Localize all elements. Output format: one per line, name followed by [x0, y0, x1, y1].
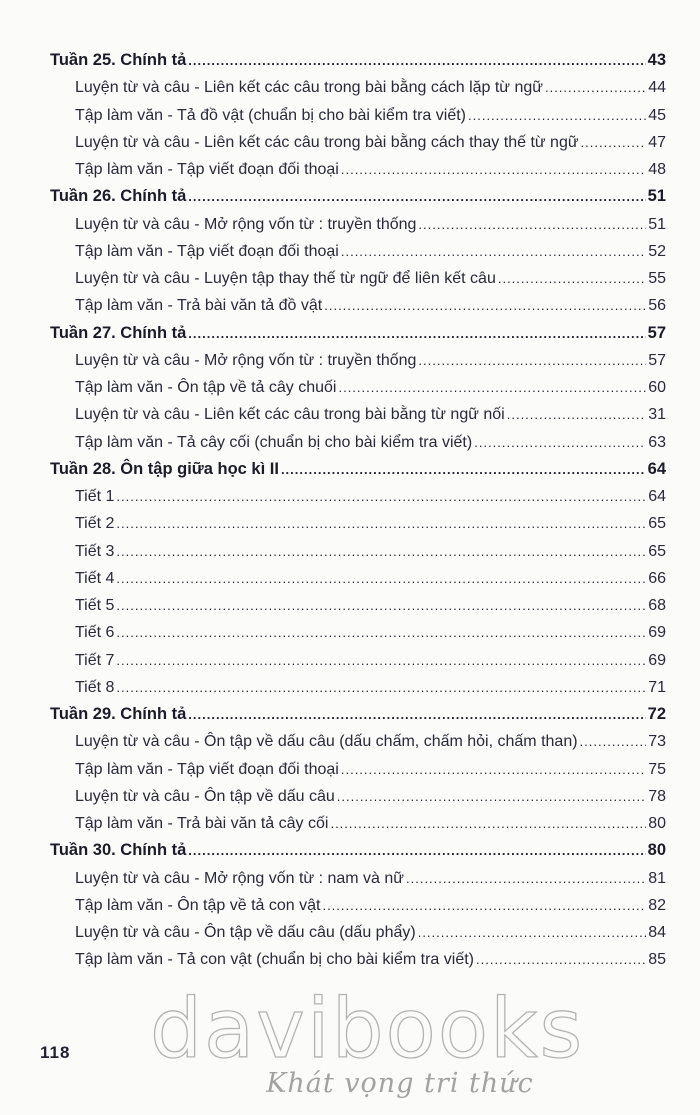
- toc-entry-title: Luyện từ và câu - Liên kết các câu trong bài bằng từ ngữ nối: [75, 406, 505, 424]
- toc-entry-title: Tập làm văn - Tả đồ vật (chuẩn bị cho bài kiểm tra viết): [75, 106, 466, 124]
- toc-week-heading: [50, 698, 666, 724]
- toc-entry: [75, 289, 666, 315]
- toc-entry-page: 52: [648, 242, 666, 260]
- toc-entry: [75, 780, 666, 806]
- toc-entry-page: 85: [648, 951, 666, 969]
- toc-entry: [75, 644, 666, 670]
- toc-entry-page: 71: [648, 678, 666, 696]
- dot-leader: [507, 410, 646, 420]
- dot-leader: [341, 765, 646, 775]
- toc-entry-title: Tuần 30. Chính tả: [50, 841, 187, 860]
- toc-entry-page: 69: [648, 624, 666, 642]
- toc-entry-page: 48: [648, 161, 666, 178]
- toc-entry: [75, 862, 666, 888]
- dot-leader: [338, 383, 646, 393]
- toc-entry: [75, 916, 666, 942]
- toc-entry-title: Tiết 7: [75, 651, 115, 669]
- toc-entry-title: Tập làm văn - Tập viết đoạn đối thoại: [75, 760, 339, 778]
- toc-entry-title: Tập làm văn - Trả bài văn tả cây cối: [75, 815, 329, 832]
- toc-entry-page: 64: [648, 488, 666, 505]
- dot-leader: [476, 955, 646, 965]
- watermark-logo: davibooks: [150, 982, 585, 1077]
- dot-leader: [116, 519, 646, 529]
- toc-entry-title: Tuần 27. Chính tả: [50, 323, 187, 342]
- toc-entry: [75, 889, 666, 915]
- toc-entry: [75, 426, 666, 452]
- toc-entry: [75, 262, 666, 288]
- dot-leader: [322, 901, 646, 911]
- toc-entry-page: 82: [648, 896, 666, 914]
- toc-entry-page: 81: [648, 869, 666, 887]
- toc-entry-page: 57: [648, 351, 666, 369]
- dot-leader: [116, 492, 646, 502]
- dot-leader: [337, 792, 646, 802]
- toc-entry-title: Tiết 3: [75, 542, 115, 560]
- toc-entry-title: Luyện từ và câu - Luyện tập thay thế từ ngữ để liên kết câu: [75, 270, 496, 287]
- toc-entry-page: 80: [648, 815, 666, 832]
- toc-week-heading: [50, 453, 666, 479]
- toc-entry-title: Luyện từ và câu - Liên kết các câu trong bài bằng cách lặp từ ngữ: [75, 79, 543, 97]
- dot-leader: [341, 165, 646, 175]
- toc-entry-title: Tiết 4: [75, 569, 115, 587]
- dot-leader: [468, 111, 646, 121]
- dot-leader: [341, 247, 646, 257]
- toc-entry-page: 65: [648, 542, 666, 560]
- toc-entry-title: Luyện từ và câu - Ôn tập về dấu câu: [75, 787, 335, 805]
- toc-entry-page: 43: [647, 51, 666, 69]
- toc-entry-page: 75: [648, 760, 666, 778]
- toc-entry-page: 63: [648, 433, 666, 451]
- toc-entry-page: 47: [648, 133, 666, 151]
- dot-leader: [406, 874, 646, 884]
- toc-entry-title: Luyện từ và câu - Mở rộng vốn từ : truyền thống: [75, 215, 417, 233]
- dot-leader: [188, 846, 645, 856]
- dot-leader: [116, 547, 646, 557]
- dot-leader: [418, 928, 647, 938]
- toc-entry-title: Luyện từ và câu - Ôn tập về dấu câu (dấu chấm, chấm hỏi, chấm than): [75, 733, 578, 751]
- dot-leader: [116, 656, 646, 666]
- toc-entry: [75, 480, 666, 506]
- toc-entry-title: Tiết 2: [75, 515, 115, 533]
- dot-leader: [188, 329, 645, 339]
- toc-entry: [75, 562, 666, 588]
- toc-entry-title: Tuần 28. Ôn tập giữa học kì II: [50, 459, 279, 478]
- toc-entry: [75, 807, 666, 833]
- dot-leader: [188, 710, 645, 720]
- toc-entry-page: 68: [648, 597, 666, 614]
- toc-week-heading: [50, 834, 666, 860]
- toc-entry-page: 80: [647, 841, 666, 860]
- toc-entry: [75, 535, 666, 561]
- dot-leader: [116, 683, 646, 693]
- toc-entry: [75, 589, 666, 615]
- toc-entry-page: 57: [647, 323, 666, 342]
- toc-entry-title: Tuần 26. Chính tả: [50, 187, 187, 206]
- dot-leader: [116, 628, 646, 638]
- dot-leader: [580, 737, 647, 747]
- toc-entry-page: 51: [648, 215, 666, 233]
- toc-week-heading: [50, 44, 666, 70]
- toc-entry-page: 72: [647, 705, 666, 723]
- toc-entry-page: 44: [648, 79, 666, 97]
- toc-entry-page: 78: [648, 787, 666, 805]
- toc-entry: [75, 208, 666, 234]
- toc-entry-page: 66: [648, 569, 666, 587]
- toc-entry-title: Tiết 5: [75, 597, 115, 614]
- dot-leader: [474, 438, 646, 448]
- toc-entry-title: Luyện từ và câu - Liên kết các câu trong bài bằng cách thay thế từ ngữ: [75, 133, 579, 151]
- dot-leader: [498, 274, 646, 284]
- watermark-tagline: Khát vọng tri thức: [266, 1068, 534, 1099]
- toc-entry-title: Tập làm văn - Trả bài văn tả đồ vật: [75, 297, 323, 315]
- dot-leader: [330, 819, 646, 829]
- dot-leader: [324, 301, 646, 311]
- toc-entry-title: Tuần 25. Chính tả: [50, 51, 187, 69]
- toc-entry-page: 73: [648, 733, 666, 751]
- toc-entry: [75, 725, 666, 751]
- toc-entry-page: 69: [648, 651, 666, 669]
- toc-entry: [75, 507, 666, 533]
- toc-entry-page: 60: [648, 379, 666, 396]
- toc-entry-title: Luyện từ và câu - Mở rộng vốn từ : truyền thống: [75, 351, 417, 369]
- toc-entry-title: Luyện từ và câu - Ôn tập về dấu câu (dấu phẩy): [75, 924, 416, 941]
- toc-entry-page: 64: [647, 459, 666, 478]
- toc-week-heading: [50, 317, 666, 343]
- dot-leader: [188, 56, 645, 66]
- toc-entry-title: Tiết 6: [75, 624, 115, 642]
- toc-entry-page: 55: [648, 270, 666, 287]
- toc-entry: [75, 153, 666, 179]
- dot-leader: [116, 574, 646, 584]
- dot-leader: [581, 138, 647, 148]
- toc-entry-page: 45: [648, 106, 666, 124]
- toc-entry: [75, 235, 666, 261]
- dot-leader: [116, 601, 646, 611]
- dot-leader: [545, 83, 646, 93]
- toc-entry: [75, 398, 666, 424]
- toc-entry-page: 31: [648, 406, 666, 424]
- toc-entry: [75, 943, 666, 969]
- toc-entry: [75, 671, 666, 697]
- toc-entry-title: Tập làm văn - Tập viết đoạn đối thoại: [75, 161, 339, 178]
- toc-entry: [75, 99, 666, 125]
- toc-entry: [75, 753, 666, 779]
- toc-entry-title: Tập làm văn - Tả con vật (chuẩn bị cho bài kiểm tra viết): [75, 951, 474, 969]
- toc-entry-title: Tập làm văn - Ôn tập về tả con vật: [75, 896, 321, 914]
- toc-entry-title: Tuần 29. Chính tả: [50, 705, 187, 723]
- dot-leader: [418, 356, 646, 366]
- dot-leader: [418, 220, 646, 230]
- toc-entry: [75, 616, 666, 642]
- toc-entry-title: Tiết 1: [75, 488, 115, 505]
- toc-entry-page: 84: [648, 924, 666, 941]
- dot-leader: [281, 465, 646, 475]
- toc-entry-title: Luyện từ và câu - Mở rộng vốn từ : nam và nữ: [75, 869, 404, 887]
- toc-entry-page: 65: [648, 515, 666, 533]
- toc-entry-title: Tập làm văn - Ôn tập về tả cây chuối: [75, 379, 337, 396]
- toc-entry-title: Tập làm văn - Tả cây cối (chuẩn bị cho bài kiểm tra viết): [75, 433, 473, 451]
- toc-entry-page: 51: [647, 187, 666, 206]
- toc-entry: [75, 371, 666, 397]
- toc-entry: [75, 71, 666, 97]
- page-number: 118: [40, 1043, 71, 1062]
- toc-entry: [75, 344, 666, 370]
- toc-week-heading: [50, 180, 666, 206]
- toc-entry-title: Tập làm văn - Tập viết đoạn đối thoại: [75, 242, 339, 260]
- toc-entry: [75, 126, 666, 152]
- toc-entry-page: 56: [648, 297, 666, 315]
- toc-entry-title: Tiết 8: [75, 678, 115, 696]
- dot-leader: [188, 192, 645, 202]
